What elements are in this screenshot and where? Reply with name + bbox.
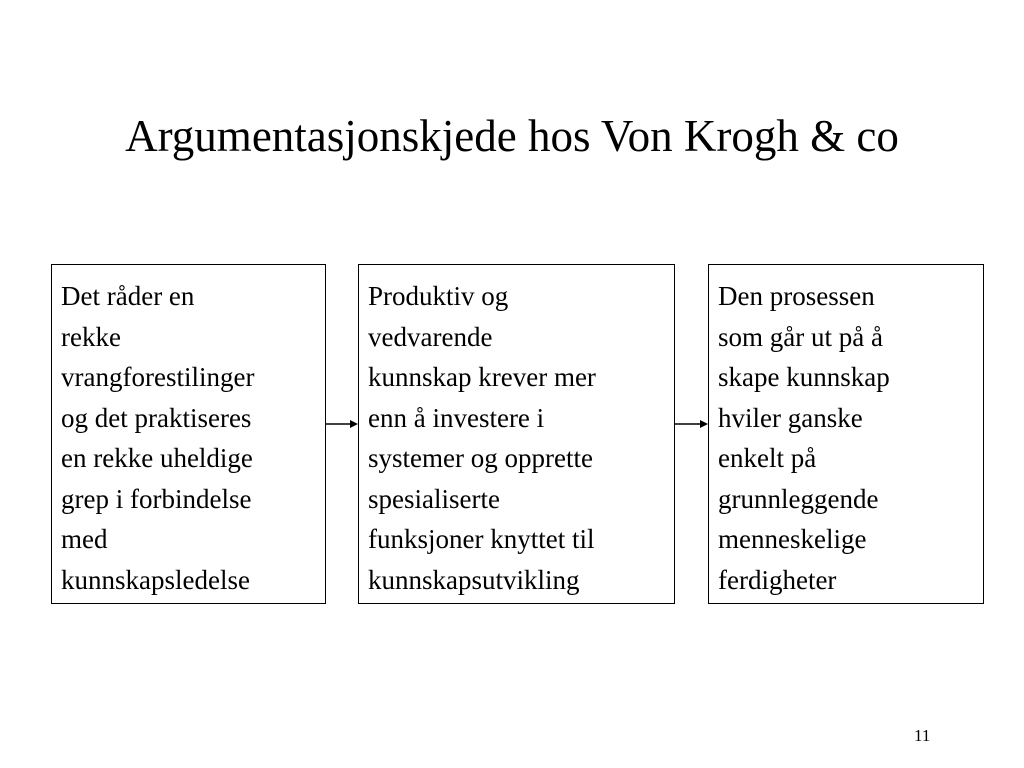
arrow-right-icon: [675, 414, 708, 434]
slide-title: Argumentasjonskjede hos Von Krogh & co: [125, 111, 899, 161]
arrow-right-icon: [326, 414, 358, 434]
page-number: 11: [914, 726, 931, 745]
chain-step-text-2: Produktiv og vedvarende kunnskap krever mer enn å investere i systemer og opprette spesialiserte funksjoner knyttet til kunnskapsutvikling: [368, 281, 596, 595]
chain-step-box-1: [51, 264, 326, 604]
chain-step-text-3: Den prosessen som går ut på å skape kunnskap hviler ganske enkelt på grunnleggende menneskelige ferdigheter: [718, 281, 890, 595]
chain-step-box-3: [708, 264, 984, 604]
chain-step-text-1: Det råder en rekke vrangforestilinger og det praktiseres en rekke uheldige grep i forbindelse med kunnskapsledelse: [61, 281, 255, 595]
chain-step-box-2: [358, 264, 675, 604]
